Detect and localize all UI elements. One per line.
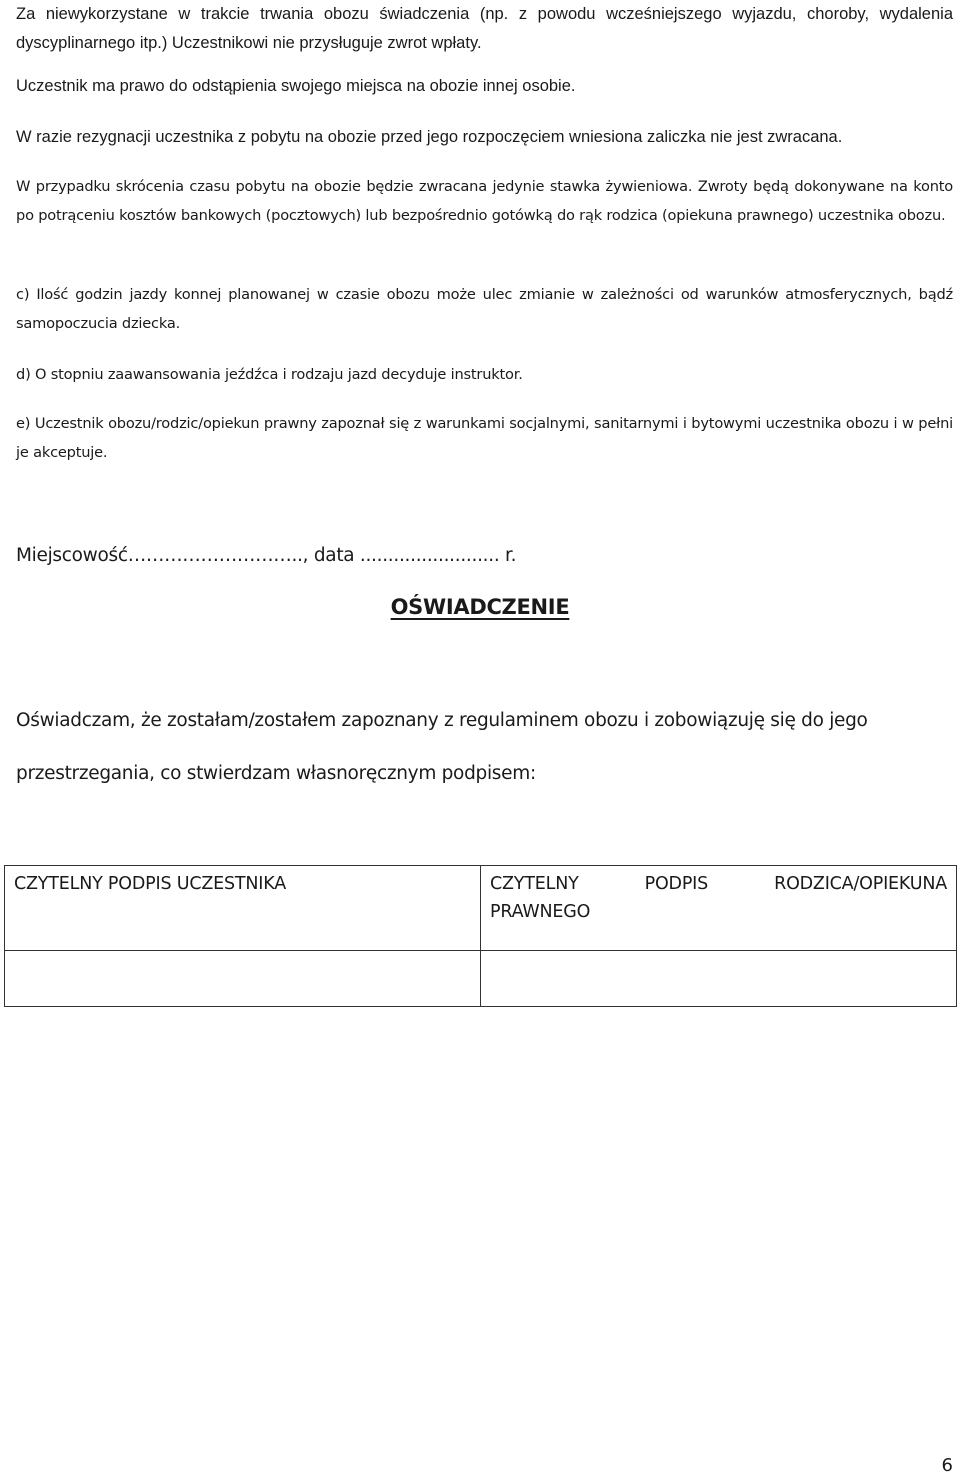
parent-label-word-1: CZYTELNY [490, 874, 579, 894]
parent-signature-label-line-2: PRAWNEGO [490, 902, 591, 922]
signature-table [4, 865, 957, 1007]
signature-table-sign-row [5, 951, 957, 1007]
page-number: 6 [941, 1455, 953, 1476]
paragraph-no-refund: Za niewykorzystane w trakcie trwania obozu świadczenia (np. z powodu wcześniejszego wyjazdu, choroby, wydalenia dyscyplinarnego itp.) Uczestnikowi nie przysługuje zwrot wpłaty. [16, 5, 953, 52]
paragraph-conditions-accepted: e) Uczestnik obozu/rodzic/opiekun prawny zapoznał się z warunkami socjalnymi, sanitarnymi i bytowymi uczestnika obozu i w pełni je akceptuje. [16, 415, 953, 461]
paragraph-shortened-stay: W przypadku skrócenia czasu pobytu na obozie będzie zwracana jedynie stawka żywieniowa. Zwroty będą dokonywane na konto po potrąceniu kosztów bankowych (pocztowych) lub bezpośrednio gotówką do rąk rodzica (opiekuna prawnego) uczestnika obozu. [16, 178, 953, 224]
paragraph-transfer-place: Uczestnik ma prawo do odstąpienia swojego miejsca na obozie innej osobie. [16, 77, 576, 95]
parent-signature-label-line-1 [490, 870, 947, 898]
parent-label-word-3: RODZICA/OPIEKUNA [774, 874, 947, 894]
paragraph-resignation: W razie rezygnacji uczestnika z pobytu na obozie przed jego rozpoczęciem wniesiona zaliczka nie jest zwracana. [16, 128, 843, 146]
paragraph-riding-hours: c) Ilość godzin jazdy konnej planowanej w czasie obozu może ulec zmianie w zależności od warunków atmosferycznych, bądź samopoczucia dziecka. [16, 286, 953, 332]
parent-signature-label [481, 866, 957, 951]
declaration-line-2: przestrzegania, co stwierdzam własnoręcznym podpisem: [16, 763, 536, 784]
signature-table-header-row [5, 866, 957, 951]
parent-signature-field[interactable] [481, 951, 957, 1007]
declaration-title: OŚWIADCZENIE [390, 595, 570, 619]
declaration-line-1: Oświadczam, że zostałam/zostałem zapoznany z regulaminem obozu i zobowiązuję się do jego [16, 710, 868, 731]
paragraph-rider-level: d) O stopniu zaawansowania jeźdźca i rodzaju jazd decyduje instruktor. [16, 366, 523, 383]
place-date-line: Miejscowość……………………….., data ......................... r. [16, 545, 517, 566]
participant-signature-label: CZYTELNY PODPIS UCZESTNIKA [5, 866, 481, 951]
parent-label-word-2: PODPIS [644, 874, 709, 894]
participant-signature-field[interactable] [5, 951, 481, 1007]
